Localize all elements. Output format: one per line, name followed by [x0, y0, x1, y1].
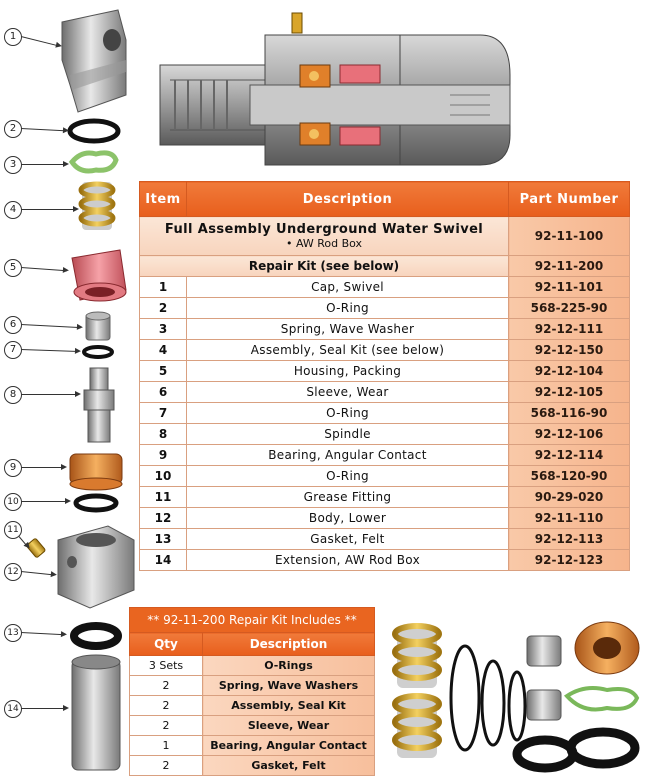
- row-part-number: 568-120-90: [509, 466, 630, 487]
- parts-table-row: [140, 298, 630, 319]
- repair-kit-row: [140, 256, 630, 277]
- parts-table-row: [140, 361, 630, 382]
- kit-table-row: [130, 696, 375, 716]
- kit-row-qty: 2: [130, 756, 203, 776]
- row-part-number: 92-12-104: [509, 361, 630, 382]
- repair-kit-table: [129, 607, 375, 776]
- full-assembly-subtitle: • AW Rod Box: [285, 237, 363, 250]
- row-description: Bearing, Angular Contact: [187, 445, 509, 466]
- parts-list-table: [139, 181, 630, 571]
- kit-table-row: [130, 716, 375, 736]
- row-item-number: 2: [140, 298, 187, 319]
- swivel-cross-section: [150, 5, 520, 175]
- row-part-number: 92-12-114: [509, 445, 630, 466]
- repair-kit-label: Repair Kit (see below): [140, 256, 509, 277]
- callout-1: 1: [4, 28, 22, 46]
- kit-row-qty: 2: [130, 676, 203, 696]
- header-part-number: Part Number: [509, 182, 630, 217]
- callout-4: 4: [4, 201, 22, 219]
- callout-13: 13: [4, 624, 22, 642]
- row-item-number: 1: [140, 277, 187, 298]
- row-item-number: 5: [140, 361, 187, 382]
- row-part-number: 92-12-106: [509, 424, 630, 445]
- parts-table-row: [140, 424, 630, 445]
- row-description: O-Ring: [187, 403, 509, 424]
- repair-kit-parts-image: [385, 608, 645, 778]
- row-description: Body, Lower: [187, 508, 509, 529]
- row-part-number: 92-12-111: [509, 319, 630, 340]
- full-assembly-title: Full Assembly Underground Water Swivel: [164, 222, 484, 237]
- kit-row-qty: 3 Sets: [130, 656, 203, 676]
- felt-gasket-part: [74, 626, 118, 646]
- repair-kit-part-number: 92-11-200: [509, 256, 630, 277]
- full-assembly-part-number: 92-11-100: [509, 217, 630, 256]
- swivel-cap-part: [62, 10, 126, 112]
- row-part-number: 90-29-020: [509, 487, 630, 508]
- callout-leader: [21, 209, 77, 210]
- parts-table-header: [140, 182, 630, 217]
- o-rings-set: [451, 646, 525, 750]
- o-ring-part: [76, 496, 116, 510]
- kit-table-row: [130, 736, 375, 756]
- row-description: Spindle: [187, 424, 509, 445]
- callout-9: 9: [4, 459, 22, 477]
- row-part-number: 92-12-105: [509, 382, 630, 403]
- row-description: Extension, AW Rod Box: [187, 550, 509, 571]
- callout-3: 3: [4, 156, 22, 174]
- full-assembly-cell: [140, 217, 509, 256]
- row-item-number: 9: [140, 445, 187, 466]
- callout-14: 14: [4, 700, 22, 718]
- seal-kit-stack: [395, 626, 439, 758]
- parts-table-row: [140, 277, 630, 298]
- kit-row-qty: 2: [130, 716, 203, 736]
- callout-6: 6: [4, 316, 22, 334]
- kit-row-description: Assembly, Seal Kit: [203, 696, 375, 716]
- row-item-number: 7: [140, 403, 187, 424]
- callout-5: 5: [4, 259, 22, 277]
- header-item: Item: [140, 182, 187, 217]
- callout-2: 2: [4, 120, 22, 138]
- row-item-number: 8: [140, 424, 187, 445]
- parts-table-row: [140, 403, 630, 424]
- kit-title: ** 92-11-200 Repair Kit Includes **: [130, 608, 375, 633]
- callout-11: 11: [4, 521, 22, 539]
- parts-table-row: [140, 382, 630, 403]
- felt-gaskets: [517, 732, 635, 768]
- row-part-number: 92-12-113: [509, 529, 630, 550]
- kit-table-row: [130, 756, 375, 776]
- callout-7: 7: [4, 341, 22, 359]
- kit-header-row: [130, 633, 375, 656]
- wave-washer-part: [72, 153, 116, 171]
- parts-table-row: [140, 487, 630, 508]
- kit-table-row: [130, 676, 375, 696]
- row-part-number: 92-11-101: [509, 277, 630, 298]
- kit-row-description: Spring, Wave Washers: [203, 676, 375, 696]
- row-item-number: 11: [140, 487, 187, 508]
- row-description: O-Ring: [187, 298, 509, 319]
- callout-leader: [21, 501, 69, 502]
- wear-sleeve-part: [86, 312, 110, 340]
- full-assembly-row: [140, 217, 630, 256]
- parts-table-row: [140, 550, 630, 571]
- parts-table-row: [140, 340, 630, 361]
- bearing-kit: [575, 622, 639, 674]
- kit-table-row: [130, 656, 375, 676]
- kit-title-row: [130, 608, 375, 633]
- parts-table-row: [140, 466, 630, 487]
- callout-leader: [21, 164, 67, 165]
- kit-header-description: Description: [203, 633, 375, 656]
- lower-body-part: [58, 526, 134, 608]
- kit-row-description: Sleeve, Wear: [203, 716, 375, 736]
- row-part-number: 92-11-110: [509, 508, 630, 529]
- wave-washers: [567, 688, 637, 710]
- callout-8: 8: [4, 386, 22, 404]
- row-part-number: 92-12-123: [509, 550, 630, 571]
- parts-table-row: [140, 508, 630, 529]
- row-description: Cap, Swivel: [187, 277, 509, 298]
- kit-row-description: Bearing, Angular Contact: [203, 736, 375, 756]
- extension-part: [72, 655, 120, 770]
- kit-row-description: O-Rings: [203, 656, 375, 676]
- kit-row-qty: 1: [130, 736, 203, 756]
- o-ring-part: [84, 347, 112, 357]
- callout-leader: [21, 467, 65, 468]
- row-description: O-Ring: [187, 466, 509, 487]
- kit-row-description: Gasket, Felt: [203, 756, 375, 776]
- row-item-number: 10: [140, 466, 187, 487]
- angular-bearing-part: [70, 454, 122, 490]
- row-description: Housing, Packing: [187, 361, 509, 382]
- callout-10: 10: [4, 493, 22, 511]
- callout-leader: [21, 394, 79, 395]
- seal-kit-part: [81, 182, 113, 230]
- spindle-part: [84, 368, 114, 442]
- row-description: Spring, Wave Washer: [187, 319, 509, 340]
- header-description: Description: [187, 182, 509, 217]
- parts-table-row: [140, 445, 630, 466]
- wear-sleeves: [527, 636, 561, 720]
- row-item-number: 13: [140, 529, 187, 550]
- o-ring-part: [70, 121, 118, 141]
- packing-housing-part: [72, 250, 126, 301]
- kit-row-qty: 2: [130, 696, 203, 716]
- row-description: Grease Fitting: [187, 487, 509, 508]
- row-item-number: 3: [140, 319, 187, 340]
- callout-leader: [21, 708, 67, 709]
- parts-table-row: [140, 319, 630, 340]
- row-description: Assembly, Seal Kit (see below): [187, 340, 509, 361]
- row-part-number: 92-12-150: [509, 340, 630, 361]
- callout-12: 12: [4, 563, 22, 581]
- row-part-number: 568-116-90: [509, 403, 630, 424]
- row-item-number: 4: [140, 340, 187, 361]
- row-description: Gasket, Felt: [187, 529, 509, 550]
- parts-table-row: [140, 529, 630, 550]
- kit-header-qty: Qty: [130, 633, 203, 656]
- row-item-number: 12: [140, 508, 187, 529]
- row-item-number: 14: [140, 550, 187, 571]
- row-description: Sleeve, Wear: [187, 382, 509, 403]
- row-part-number: 568-225-90: [509, 298, 630, 319]
- row-item-number: 6: [140, 382, 187, 403]
